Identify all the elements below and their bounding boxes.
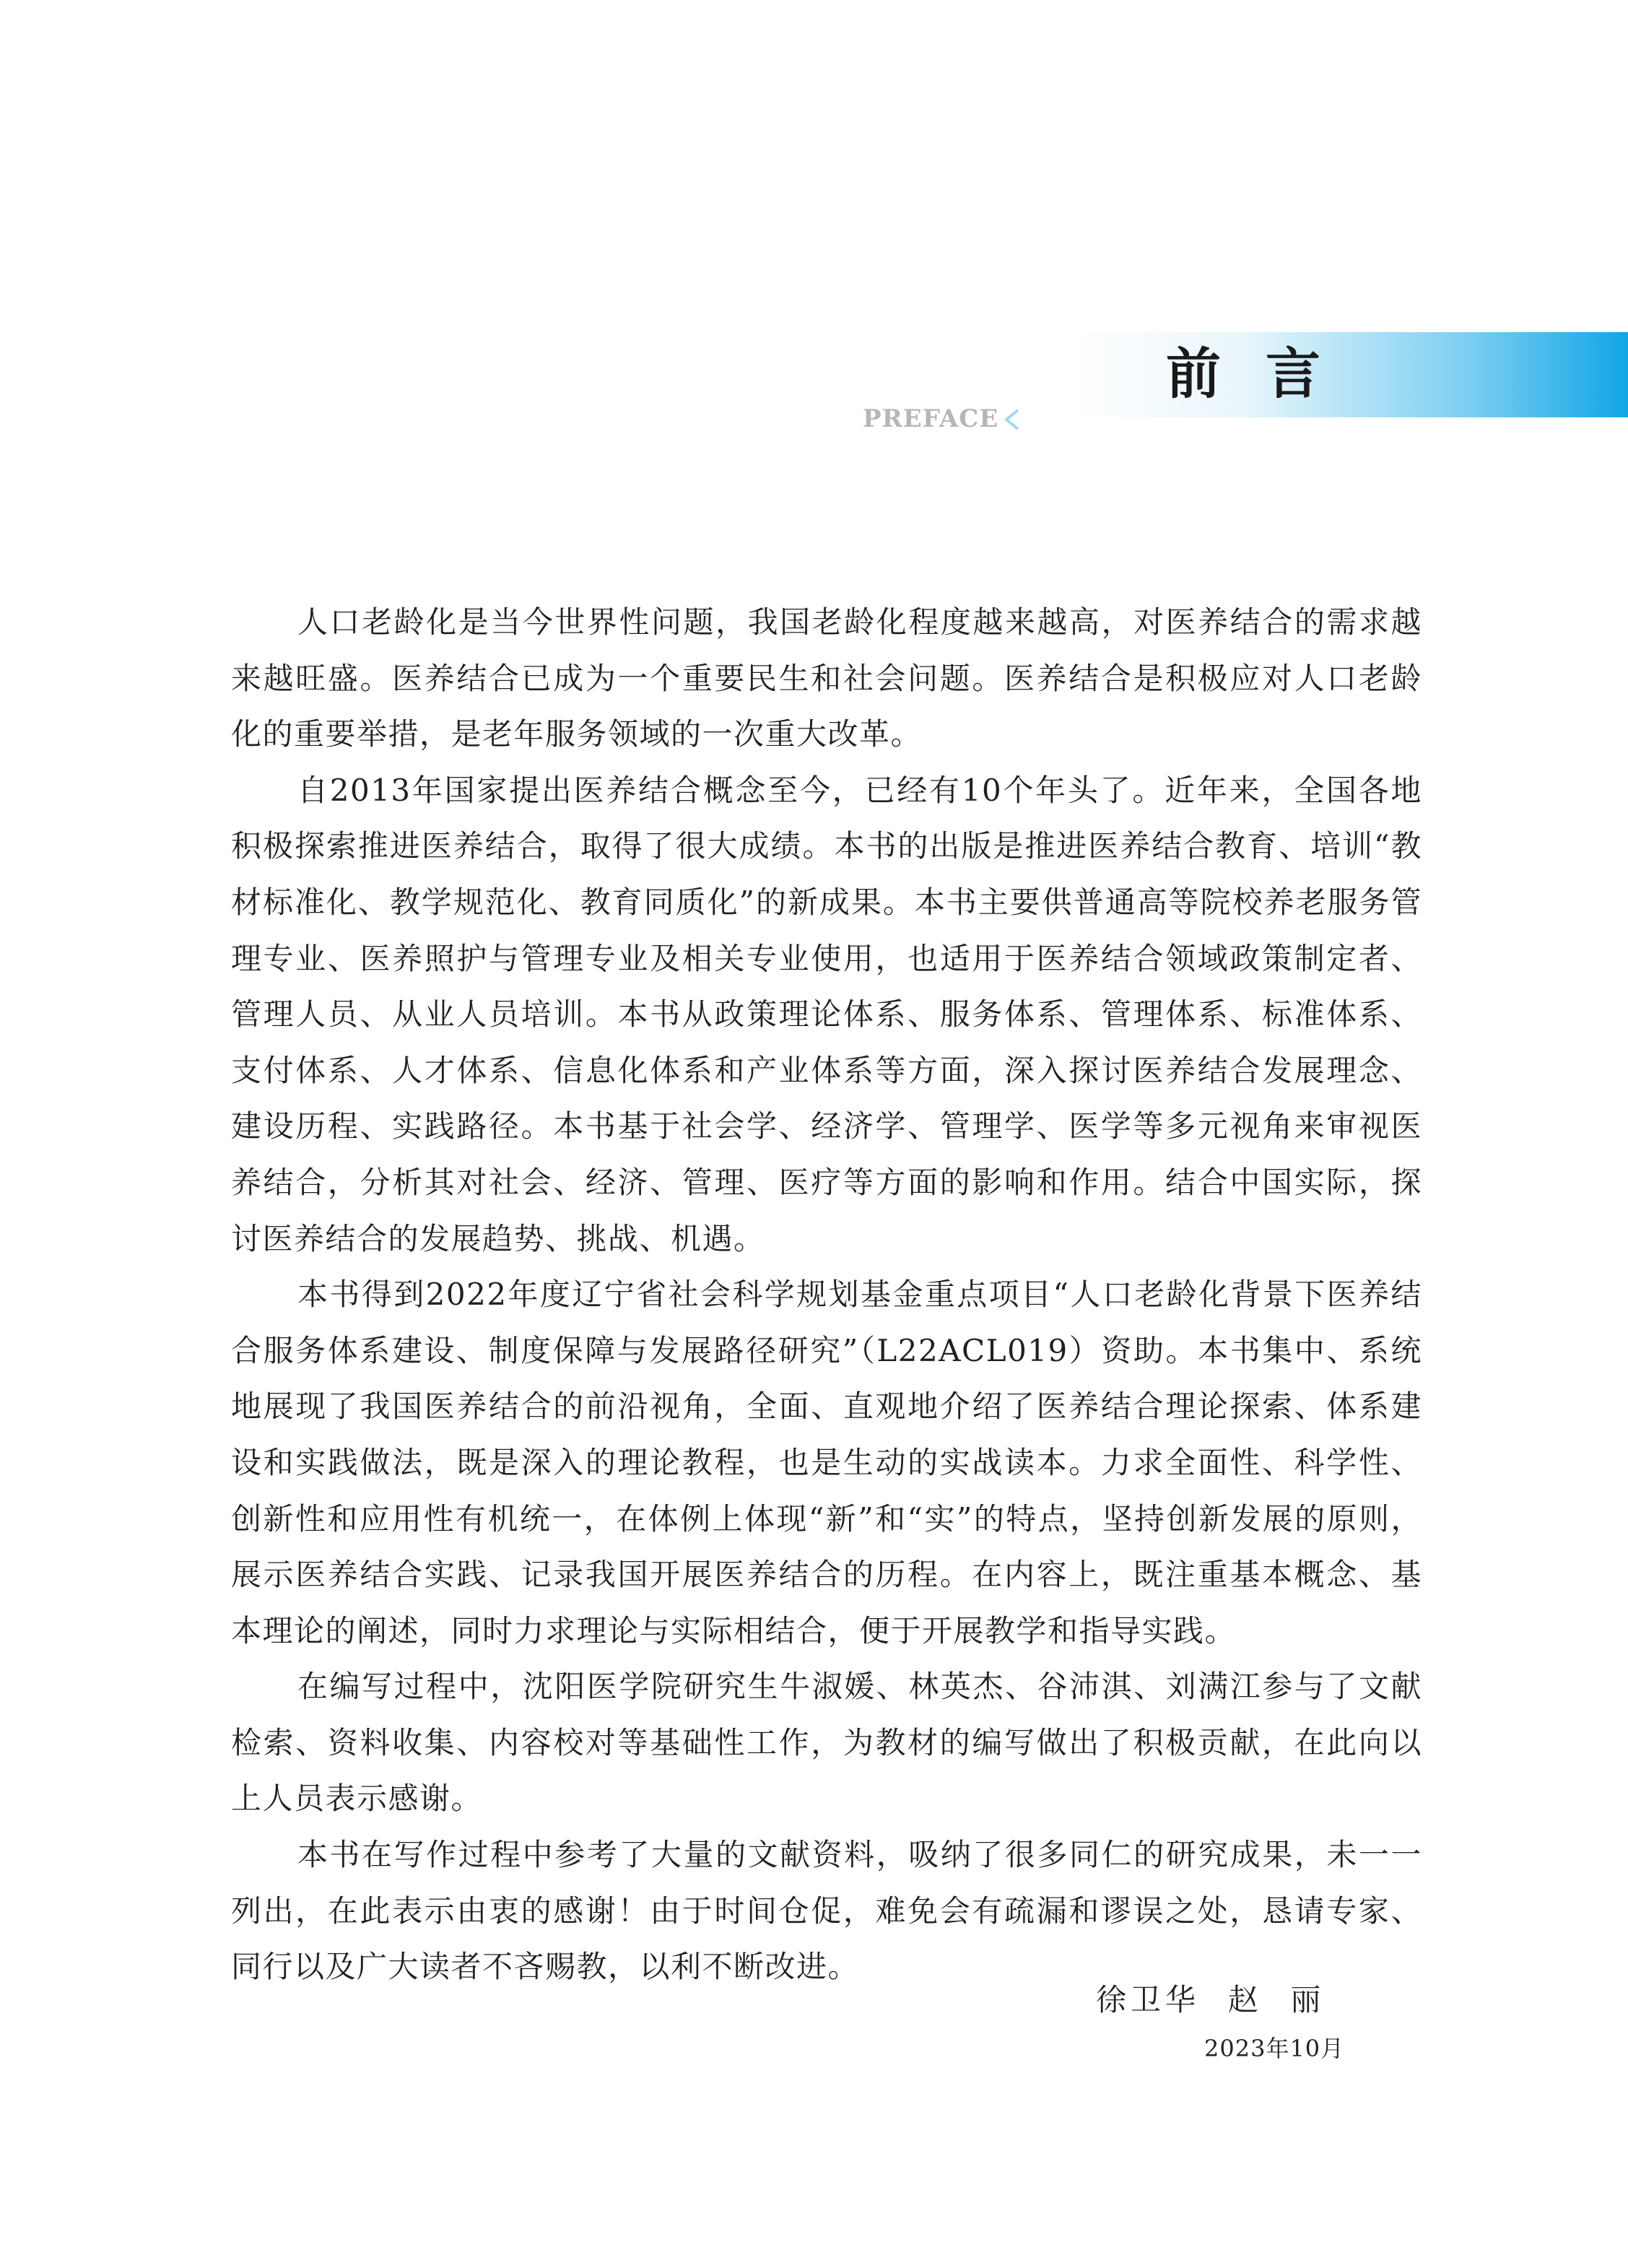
paragraph: 在编写过程中，沈阳医学院研究生牛淑媛、林英杰、谷沛淇、刘满江参与了文献检索、资料收集、内容校对等基础性工作，为教材的编写做出了积极贡献，在此向以上人员表示感谢。 [231, 1669, 1422, 1817]
preface-body [231, 594, 1422, 1995]
paragraph: 自2013年国家提出医养结合概念至今，已经有10个年头了。近年来，全国各地积极探索推进医养结合，取得了很大成绩。本书的出版是推进医养结合教育、培训“教材标准化、教学规范化、教育同质化”的新成果。本书主要供普通高等院校养老服务管理专业、医养照护与管理专业及相关专业使用，也适用于医养结合领域政策制定者、管理人员、从业人员培训。本书从政策理论体系、服务体系、管理体系、标准体系、支付体系、人才体系、信息化体系和产业体系等方面，深入探讨医养结合发展理念、建设历程、实践路径。本书基于社会学、经济学、管理学、医学等多元视角来审视医养结合，分析其对社会、经济、管理、医疗等方面的影响和作用。结合中国实际，探讨医养结合的发展趋势、挑战、机遇。 [231, 772, 1422, 1256]
arrow-left-icon [1002, 403, 1601, 436]
preface-subtitle: PREFACE [863, 404, 999, 433]
paragraph: 本书得到2022年度辽宁省社会科学规划基金重点项目“人口老龄化背景下医养结合服务体系建设、制度保障与发展路径研究”（L22ACL019）资助。本书集中、系统地展现了我国医养结合的前沿视角，全面、直观地介绍了医养结合理论探索、体系建设和实践做法，既是深入的理论教程，也是生动的实战读本。力求全面性、科学性、创新性和应用性有机统一，在体例上体现“新”和“实”的特点，坚持创新发展的原则，展示医养结合实践、记录我国开展医养结合的历程。在内容上，既注重基本概念、基本理论的阐述，同时力求理论与实际相结合，便于开展教学和指导实践。 [231, 1277, 1422, 1648]
paragraph: 人口老龄化是当今世界性问题，我国老龄化程度越来越高，对医养结合的需求越来越旺盛。医养结合已成为一个重要民生和社会问题。医养结合是积极应对人口老龄化的重要举措，是老年服务领域的一次重大改革。 [231, 604, 1422, 752]
author-signature: 徐卫华 赵 丽 [1096, 1982, 1326, 2017]
page-title: 前言 [1166, 342, 1365, 406]
paragraph: 本书在写作过程中参考了大量的文献资料，吸纳了很多同仁的研究成果，未一一列出，在此表示由衷的感谢！由于时间仓促，难免会有疏漏和谬误之处，恳请专家、同行以及广大读者不吝赐教，以利不断改进。 [231, 1837, 1422, 1985]
signature-date: 2023年10月 [1204, 2035, 1345, 2062]
